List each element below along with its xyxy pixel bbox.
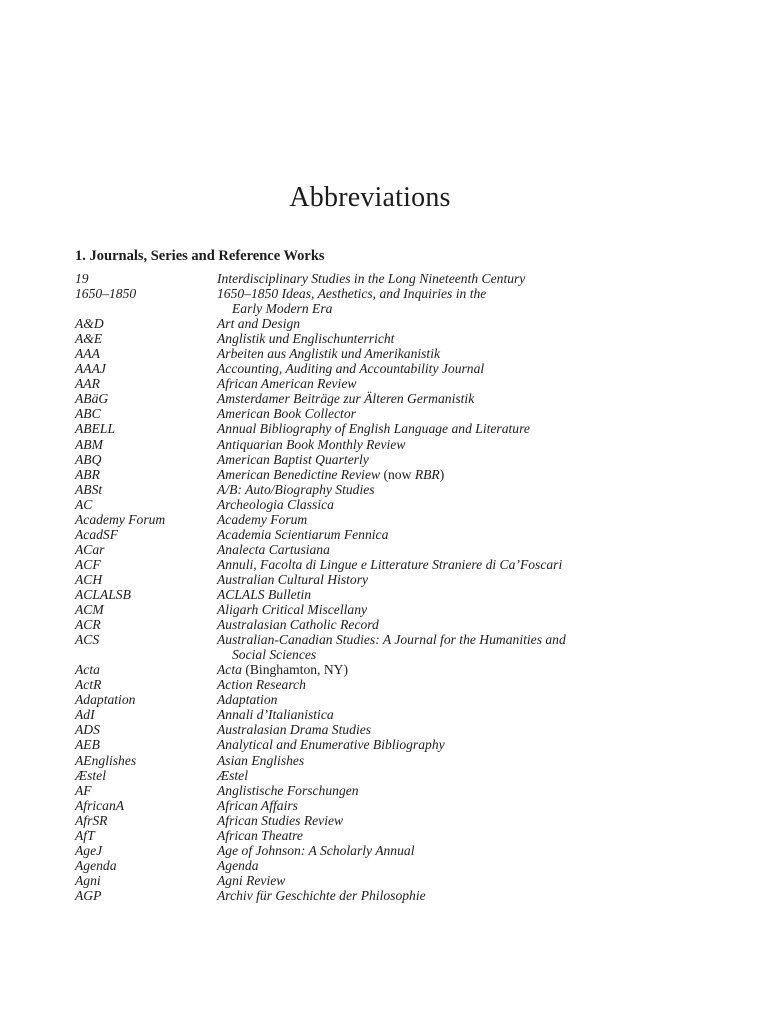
full-title bbox=[217, 527, 675, 542]
full-title bbox=[217, 737, 675, 752]
abbreviation: ACar bbox=[75, 541, 105, 557]
full-title bbox=[217, 632, 675, 662]
full-title bbox=[217, 497, 675, 512]
list-item bbox=[75, 617, 675, 632]
full-title-text: Antiquarian Book Monthly Review bbox=[217, 436, 406, 452]
full-title bbox=[217, 437, 675, 452]
title-note-italic: RBR bbox=[414, 466, 440, 482]
full-title-text: A/B: Auto/Biography Studies bbox=[217, 481, 375, 497]
full-title bbox=[217, 286, 675, 316]
list-item bbox=[75, 271, 675, 286]
full-title-text: Art and Design bbox=[217, 316, 301, 332]
list-item bbox=[75, 587, 675, 602]
list-item bbox=[75, 677, 675, 692]
full-title bbox=[217, 768, 675, 783]
full-title-text: Anglistik und Englischunterricht bbox=[217, 331, 395, 347]
abbreviation: ABC bbox=[75, 406, 101, 422]
full-title-text: African Affairs bbox=[217, 797, 298, 813]
full-title bbox=[217, 316, 675, 331]
abbreviation: AdI bbox=[75, 707, 95, 723]
abbreviation: AAAJ bbox=[75, 361, 106, 377]
list-item bbox=[75, 692, 675, 707]
abbreviation: AGP bbox=[75, 887, 102, 903]
full-title-text: Australian-Canadian Studies: A Journal for the Humanities and bbox=[217, 632, 566, 648]
list-item bbox=[75, 467, 675, 482]
full-title-text: Æstel bbox=[217, 767, 248, 783]
full-title bbox=[217, 677, 675, 692]
list-item bbox=[75, 888, 675, 903]
abbreviation: Æstel bbox=[75, 767, 106, 783]
full-title-text: Accounting, Auditing and Accountability Journal bbox=[217, 361, 485, 377]
abbreviation: AF bbox=[75, 782, 92, 798]
abbreviation: ACS bbox=[75, 632, 100, 648]
abbreviation: A&D bbox=[75, 316, 104, 332]
list-item bbox=[75, 572, 675, 587]
abbreviation: ACLALSB bbox=[75, 586, 131, 602]
list-item bbox=[75, 632, 675, 662]
abbreviation: AgeJ bbox=[75, 842, 103, 858]
abbreviation: A&E bbox=[75, 331, 103, 347]
full-title bbox=[217, 813, 675, 828]
full-title bbox=[217, 753, 675, 768]
full-title-text: American Benedictine Review bbox=[217, 466, 381, 482]
full-title bbox=[217, 707, 675, 722]
full-title-text: Australian Cultural History bbox=[217, 571, 369, 587]
abbreviation: AfrSR bbox=[75, 812, 108, 828]
full-title bbox=[217, 587, 675, 602]
abbreviation: AC bbox=[75, 496, 93, 512]
title-note-end: ) bbox=[439, 466, 445, 482]
list-item bbox=[75, 391, 675, 406]
list-item bbox=[75, 843, 675, 858]
full-title bbox=[217, 783, 675, 798]
list-item bbox=[75, 406, 675, 421]
full-title bbox=[217, 271, 675, 286]
list-item bbox=[75, 421, 675, 436]
abbreviation: AEB bbox=[75, 737, 100, 753]
list-item bbox=[75, 753, 675, 768]
abbreviation: AcadSF bbox=[75, 526, 119, 542]
full-title bbox=[217, 467, 675, 482]
list-item bbox=[75, 497, 675, 512]
section-heading: 1. Journals, Series and Reference Works bbox=[75, 248, 325, 265]
full-title-text: Annual Bibliography of English Language and Literature bbox=[217, 421, 530, 437]
abbreviation: ABSt bbox=[75, 481, 103, 497]
full-title bbox=[217, 452, 675, 467]
abbreviation: Adaptation bbox=[75, 692, 136, 708]
list-item bbox=[75, 858, 675, 873]
full-title-text: Agenda bbox=[217, 857, 259, 873]
abbreviation: Academy Forum bbox=[75, 511, 166, 527]
list-item bbox=[75, 722, 675, 737]
abbreviation: ABäG bbox=[75, 391, 109, 407]
full-title-text: Aligarh Critical Miscellany bbox=[217, 602, 368, 618]
full-title-text: Australasian Catholic Record bbox=[217, 617, 379, 633]
abbreviation: AfricanA bbox=[75, 797, 125, 813]
list-item bbox=[75, 783, 675, 798]
list-item bbox=[75, 873, 675, 888]
list-item bbox=[75, 331, 675, 346]
page-title: Abbreviations bbox=[289, 181, 451, 213]
abbreviation-list bbox=[75, 271, 675, 903]
full-title-text: Annuli, Facolta di Lingue e Litterature Straniere di Ca’Foscari bbox=[217, 556, 563, 572]
list-item bbox=[75, 512, 675, 527]
abbreviation: ABELL bbox=[75, 421, 116, 437]
full-title bbox=[217, 828, 675, 843]
full-title-text: Arbeiten aus Anglistik und Amerikanistik bbox=[217, 346, 441, 362]
full-title-text: Age of Johnson: A Scholarly Annual bbox=[217, 842, 415, 858]
full-title-text: Amsterdamer Beiträge zur Älteren Germanistik bbox=[217, 391, 475, 407]
list-item bbox=[75, 437, 675, 452]
list-item bbox=[75, 376, 675, 391]
full-title bbox=[217, 482, 675, 497]
full-title-text: Asian Englishes bbox=[217, 752, 305, 768]
full-title bbox=[217, 843, 675, 858]
full-title-text: Interdisciplinary Studies in the Long Nineteenth Century bbox=[217, 271, 526, 286]
full-title-text: Adaptation bbox=[217, 692, 278, 708]
full-title bbox=[217, 542, 675, 557]
abbreviation: ACF bbox=[75, 556, 101, 572]
list-item bbox=[75, 557, 675, 572]
full-title bbox=[217, 331, 675, 346]
abbreviation: ABM bbox=[75, 436, 103, 452]
full-title bbox=[217, 662, 675, 677]
full-title-text: Acta bbox=[217, 662, 242, 678]
full-title bbox=[217, 722, 675, 737]
list-item bbox=[75, 798, 675, 813]
full-title-continuation: Early Modern Era bbox=[232, 301, 333, 317]
abbreviation: ABR bbox=[75, 466, 100, 482]
list-item bbox=[75, 542, 675, 557]
list-item bbox=[75, 527, 675, 542]
title-note: (now bbox=[380, 466, 415, 482]
abbreviation: AfT bbox=[75, 827, 95, 843]
full-title-text: African Theatre bbox=[217, 827, 303, 843]
full-title-text: Analecta Cartusiana bbox=[217, 541, 330, 557]
abbreviation: ACH bbox=[75, 571, 103, 587]
full-title-text: Australasian Drama Studies bbox=[217, 722, 372, 738]
abbreviation: ActR bbox=[75, 677, 102, 693]
list-item bbox=[75, 828, 675, 843]
full-title bbox=[217, 692, 675, 707]
full-title bbox=[217, 617, 675, 632]
abbreviation: ADS bbox=[75, 722, 100, 738]
abbreviation: AAA bbox=[75, 346, 100, 362]
full-title bbox=[217, 391, 675, 406]
abbreviation: 1650–1850 bbox=[75, 286, 137, 302]
full-title bbox=[217, 406, 675, 421]
full-title-text: Archiv für Geschichte der Philosophie bbox=[217, 887, 426, 903]
full-title-text: Analytical and Enumerative Bibliography bbox=[217, 737, 445, 753]
full-title bbox=[217, 512, 675, 527]
full-title bbox=[217, 572, 675, 587]
abbreviation: AAR bbox=[75, 376, 100, 392]
list-item bbox=[75, 737, 675, 752]
full-title bbox=[217, 346, 675, 361]
list-item bbox=[75, 361, 675, 376]
full-title bbox=[217, 858, 675, 873]
full-title bbox=[217, 376, 675, 391]
full-title-text: Annali d’Italianistica bbox=[217, 707, 334, 723]
full-title-text: Archeologia Classica bbox=[217, 496, 334, 512]
full-title-text: Action Research bbox=[217, 677, 306, 693]
abbreviation: Acta bbox=[75, 662, 100, 678]
full-title-text: African Studies Review bbox=[217, 812, 344, 828]
list-item bbox=[75, 662, 675, 677]
full-title bbox=[217, 798, 675, 813]
list-item bbox=[75, 286, 675, 316]
abbreviation: ACM bbox=[75, 602, 104, 618]
full-title bbox=[217, 602, 675, 617]
abbreviation: AEnglishes bbox=[75, 752, 137, 768]
full-title-text: 1650–1850 Ideas, Aesthetics, and Inquiries in the bbox=[217, 286, 487, 302]
list-item bbox=[75, 346, 675, 361]
list-item bbox=[75, 768, 675, 783]
abbreviation: Agni bbox=[75, 872, 101, 888]
full-title bbox=[217, 421, 675, 436]
full-title-text: American Baptist Quarterly bbox=[217, 451, 369, 467]
full-title-text: Academy Forum bbox=[217, 511, 308, 527]
abbreviation: ABQ bbox=[75, 451, 102, 467]
full-title-text: Agni Review bbox=[217, 872, 286, 888]
full-title-text: American Book Collector bbox=[217, 406, 356, 422]
full-title-text: Anglistische Forschungen bbox=[217, 782, 359, 798]
full-title-text: Academia Scientiarum Fennica bbox=[217, 526, 389, 542]
list-item bbox=[75, 602, 675, 617]
abbreviation: Agenda bbox=[75, 857, 117, 873]
list-item bbox=[75, 452, 675, 467]
list-item bbox=[75, 707, 675, 722]
full-title-text: ACLALS Bulletin bbox=[217, 586, 312, 602]
full-title bbox=[217, 557, 675, 572]
full-title-text: African American Review bbox=[217, 376, 357, 392]
full-title bbox=[217, 888, 675, 903]
full-title-continuation: Social Sciences bbox=[232, 647, 317, 663]
full-title bbox=[217, 873, 675, 888]
full-title bbox=[217, 361, 675, 376]
list-item bbox=[75, 813, 675, 828]
list-item bbox=[75, 316, 675, 331]
abbreviation: ACR bbox=[75, 617, 101, 633]
title-note: (Binghamton, NY) bbox=[241, 662, 349, 678]
abbreviation: 19 bbox=[75, 271, 89, 286]
list-item bbox=[75, 482, 675, 497]
